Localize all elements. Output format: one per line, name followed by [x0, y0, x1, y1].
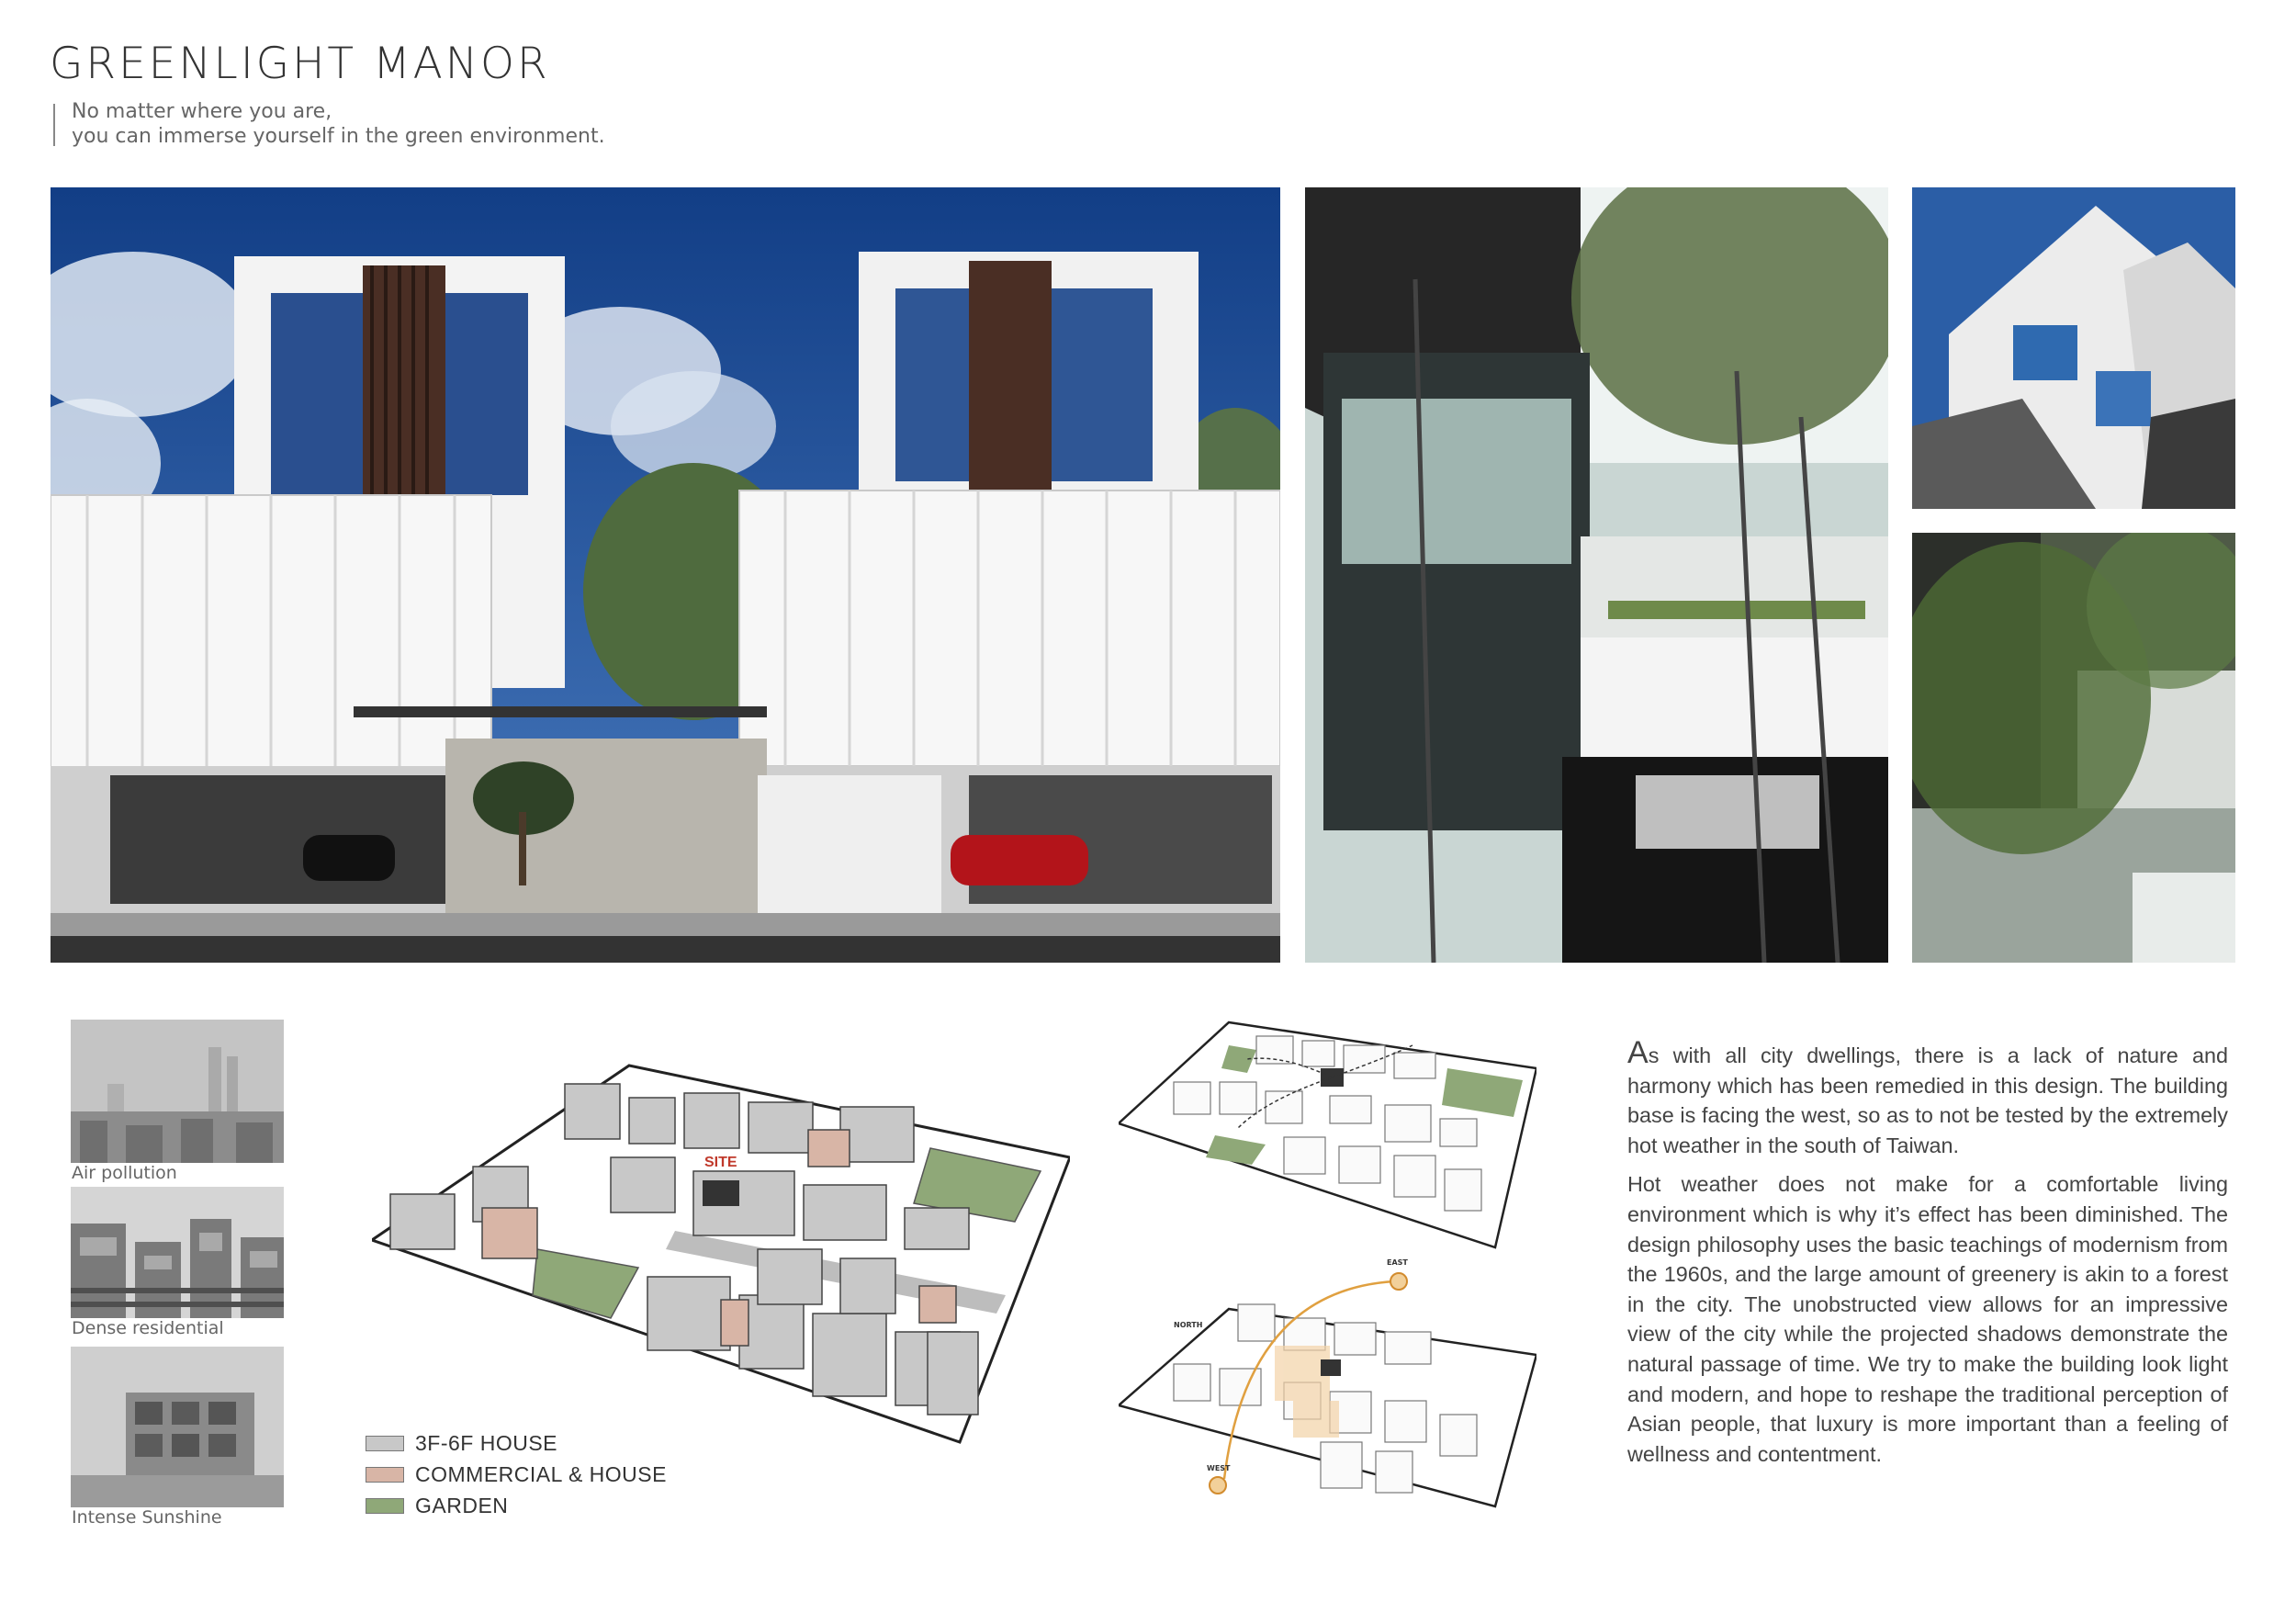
sun-north-label: NORTH [1174, 1321, 1203, 1329]
dense-residential-label: Dense residential [72, 1318, 224, 1338]
subtitle [72, 99, 605, 149]
interior-garden-photo [1912, 533, 2235, 963]
courtyard-photo [1305, 187, 1888, 963]
intense-sunshine-label: Intense Sunshine [72, 1507, 222, 1528]
legend [366, 1431, 667, 1518]
description-paragraph-1-body: s with all city dwellings, there is a lack of nature and harmony which has been remedied in this design. The building base is facing the west, so as to not be tested by the extremely hot weather in the south of Taiwan. [1627, 1043, 2228, 1157]
legend-swatch-house [366, 1436, 404, 1451]
legend-item-house [366, 1431, 667, 1456]
legend-item-garden [366, 1494, 667, 1518]
tower-detail-photo [1912, 187, 2235, 509]
legend-item-commercial [366, 1462, 667, 1487]
legend-swatch-garden [366, 1498, 404, 1514]
facade-photo [51, 187, 1280, 963]
description-paragraph-2: Hot weather does not make for a comfortable living environment which is why it’s effect has been diminished. The design philosophy uses the basic teachings of modernism from the 1960s, and the large amount of greenery is akin to a forest in the city. The unobstructed view allows for an impressive view of the city while the projected shadows demonstrate the natural passage of time. We try to make the building look light and modern, and hope to reshape the traditional perception of Asian people, that luxury is more important than a feeling of wellness and contentment. [1627, 1172, 2228, 1466]
description-text [1627, 1035, 2228, 1478]
subtitle-divider [53, 104, 55, 146]
legend-label-commercial: COMMERCIAL & HOUSE [415, 1462, 667, 1486]
dense-residential-photo [71, 1187, 284, 1318]
description-paragraph-1 [1627, 1035, 2228, 1160]
intense-sunshine-photo [71, 1347, 284, 1507]
legend-swatch-commercial [366, 1467, 404, 1483]
sun-east-label: EAST [1387, 1258, 1408, 1267]
page-title: GREENLIGHT MANOR [50, 39, 550, 89]
air-pollution-label: Air pollution [72, 1163, 177, 1183]
sun-path-diagram [1119, 1254, 1536, 1511]
view-axonometric-diagram [1119, 1018, 1536, 1252]
sun-west-label: WEST [1207, 1464, 1231, 1472]
legend-label-house: 3F-6F HOUSE [415, 1431, 558, 1455]
drop-cap: A [1627, 1035, 1649, 1070]
legend-label-garden: GARDEN [415, 1494, 509, 1517]
site-plan-diagram [372, 1056, 1070, 1451]
site-label: SITE [704, 1155, 737, 1170]
subtitle-line-1: No matter where you are, [72, 100, 332, 123]
air-pollution-photo [71, 1020, 284, 1163]
subtitle-line-2: you can immerse yourself in the green environment. [72, 125, 605, 148]
